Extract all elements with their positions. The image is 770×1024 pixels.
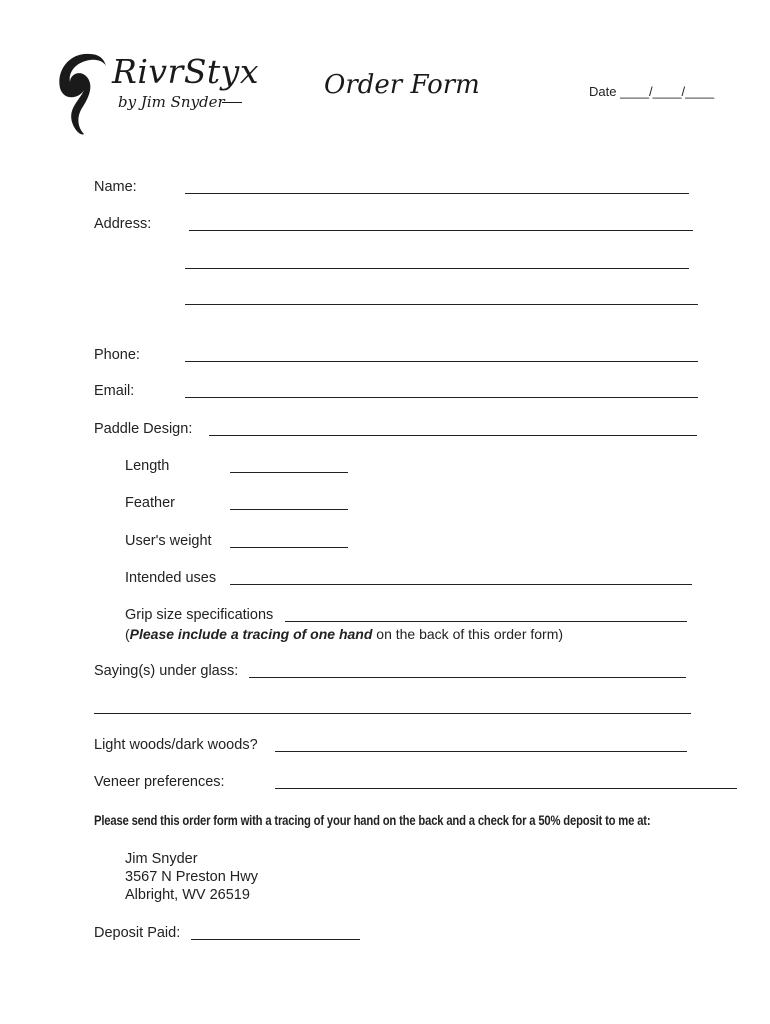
logo-title: RivrStyx: [112, 52, 259, 91]
grip-note-open: (: [125, 626, 130, 642]
address-field-line-1[interactable]: [189, 230, 693, 231]
name-label: Name:: [94, 179, 137, 195]
phone-label: Phone:: [94, 347, 140, 363]
sayings-label: Saying(s) under glass:: [94, 663, 239, 679]
grip-note: [125, 626, 563, 642]
instructions-text: Please send this order form with a tracing of your hand on the back and a check for a 50% deposit to me at:: [94, 813, 651, 828]
address-label: Address:: [94, 216, 152, 232]
logo-underline: [222, 102, 242, 103]
grip-note-emphasis: Please include a tracing of one hand: [129, 626, 373, 642]
veneer-label: Veneer preferences:: [94, 774, 225, 790]
length-label: Length: [125, 458, 170, 474]
users-weight-label: User's weight: [125, 533, 212, 549]
address-line-city: Albright, WV 26519: [125, 887, 250, 903]
woods-label: Light woods/dark woods?: [94, 737, 258, 753]
paddle-design-field[interactable]: [209, 435, 697, 436]
grip-size-field[interactable]: [285, 621, 687, 622]
intended-uses-label: Intended uses: [125, 570, 217, 586]
deposit-field[interactable]: [191, 939, 360, 940]
length-field[interactable]: [230, 472, 348, 473]
phone-field[interactable]: [185, 361, 698, 362]
name-field[interactable]: [185, 193, 689, 194]
email-label: Email:: [94, 383, 135, 399]
address-field-line-2[interactable]: [185, 268, 689, 269]
sayings-field-line-2[interactable]: [94, 713, 691, 714]
email-field[interactable]: [185, 397, 698, 398]
users-weight-field[interactable]: [230, 547, 348, 548]
date-field[interactable]: Date ____/____/____: [589, 84, 715, 99]
address-line-name: Jim Snyder: [125, 851, 198, 867]
rivrstyx-logo-icon: [50, 48, 112, 140]
address-line-street: 3567 N Preston Hwy: [125, 869, 258, 885]
veneer-field[interactable]: [275, 788, 737, 789]
deposit-label: Deposit Paid:: [94, 925, 181, 941]
feather-label: Feather: [125, 495, 175, 511]
intended-uses-field[interactable]: [230, 584, 692, 585]
sayings-field-line-1[interactable]: [249, 677, 686, 678]
grip-note-rest: on the back of this order form): [372, 626, 564, 642]
feather-field[interactable]: [230, 509, 348, 510]
woods-field[interactable]: [275, 751, 687, 752]
form-title: Order Form: [324, 70, 480, 100]
address-field-line-3[interactable]: [185, 304, 698, 305]
paddle-design-label: Paddle Design:: [94, 421, 193, 437]
logo-subtitle: by Jim Snyder: [118, 93, 225, 111]
grip-size-label: Grip size specifications: [125, 607, 274, 623]
